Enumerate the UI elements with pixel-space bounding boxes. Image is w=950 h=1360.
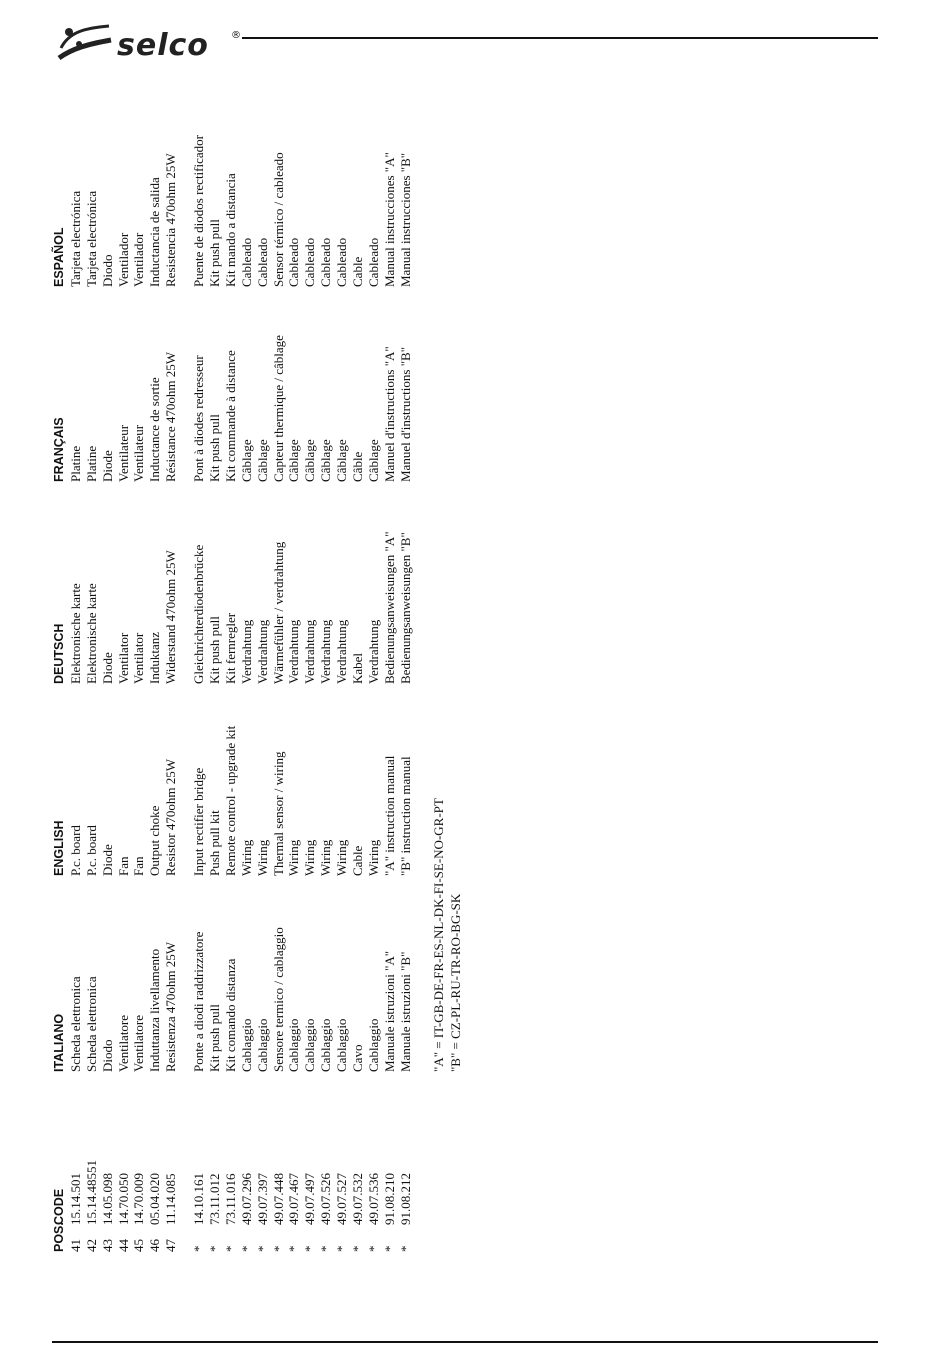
fr-cell: Manuel d'instructions "B" bbox=[397, 346, 413, 482]
code-column bbox=[52, 1160, 414, 1225]
francais-header: FRANÇAIS bbox=[52, 417, 66, 482]
fr-cell: Inductance de sortie bbox=[147, 377, 163, 482]
pos-cell: * bbox=[350, 1245, 366, 1252]
italiano-column bbox=[52, 927, 414, 1072]
note-b: "B" = CZ-PL-RU-TR-RO-BG-SK bbox=[448, 893, 463, 1072]
parts-table bbox=[52, 52, 472, 1252]
francais-column bbox=[52, 335, 414, 482]
es-cell: Kit mando a distancia bbox=[222, 173, 238, 287]
fr-cell: Câble bbox=[350, 451, 366, 482]
de-cell: Gleichrichterdiodenbrücke bbox=[191, 544, 207, 684]
it-cell: Ventilatore bbox=[115, 1014, 131, 1072]
en-cell: P.c. board bbox=[67, 825, 83, 876]
en-cell: Wiring bbox=[238, 839, 254, 876]
de-cell: Verdrahtung bbox=[238, 619, 254, 684]
code-header: CODE bbox=[52, 1188, 66, 1225]
it-cell: Cavo bbox=[350, 1044, 366, 1072]
en-cell: Output choke bbox=[147, 805, 163, 876]
fr-cell: Manuel d'instructions "A" bbox=[381, 346, 397, 482]
es-cell: Cableado bbox=[286, 237, 302, 287]
es-cell: Cableado bbox=[254, 237, 270, 287]
group-spacer bbox=[179, 135, 191, 287]
fr-cell: Platine bbox=[83, 445, 99, 482]
it-cell: Scheda elettronica bbox=[83, 976, 99, 1072]
pos-cell: 45 bbox=[131, 1239, 147, 1252]
en-cell: Push pull kit bbox=[207, 810, 223, 876]
code-cell: 05.04.020 bbox=[147, 1173, 163, 1225]
en-cell: Cable bbox=[350, 845, 366, 876]
it-cell: Cablaggio bbox=[365, 1018, 381, 1072]
es-cell: Cable bbox=[350, 256, 366, 287]
es-cell: Ventilador bbox=[115, 232, 131, 287]
code-cell: 15.14.501 bbox=[67, 1173, 83, 1225]
code-cell: 73.11.016 bbox=[222, 1173, 238, 1225]
code-cell: 49.07.536 bbox=[365, 1173, 381, 1225]
fr-cell: Platine bbox=[67, 445, 83, 482]
en-cell: Wiring bbox=[254, 839, 270, 876]
fr-cell: Câblage bbox=[318, 439, 334, 482]
note-a: "A" = IT-GB-DE-FR-ES-NL-DK-FI-SE-NO-GR-PT bbox=[431, 798, 446, 1072]
code-cell: 14.05.098 bbox=[99, 1173, 115, 1225]
fr-cell: Diode bbox=[99, 450, 115, 482]
fr-cell: Kit push pull bbox=[207, 414, 223, 482]
de-cell: Verdrahtung bbox=[302, 619, 318, 684]
es-cell: Cableado bbox=[318, 237, 334, 287]
pos-cell: * bbox=[286, 1245, 302, 1252]
fr-cell: Câblage bbox=[302, 439, 318, 482]
es-cell: Manual instrucciones "A" bbox=[381, 152, 397, 287]
pos-cell: * bbox=[270, 1245, 286, 1252]
fr-cell: Résistance 470ohm 25W bbox=[163, 352, 179, 482]
code-cell: 73.11.012 bbox=[207, 1173, 223, 1225]
fr-cell: Pont à diodes redresseur bbox=[191, 355, 207, 482]
en-cell: Diode bbox=[99, 844, 115, 876]
group-spacer bbox=[179, 1160, 191, 1225]
it-cell: Cablaggio bbox=[286, 1018, 302, 1072]
group-spacer bbox=[179, 531, 191, 684]
fr-cell: Capteur thermique / câblage bbox=[270, 335, 286, 482]
footer-rule bbox=[52, 1341, 878, 1343]
es-cell: Tarjeta electrónica bbox=[83, 190, 99, 287]
de-cell: Widerstand 470ohm 25W bbox=[163, 550, 179, 684]
it-cell: Diodo bbox=[99, 1039, 115, 1072]
en-cell: Wiring bbox=[318, 839, 334, 876]
pos-cell: 41 bbox=[67, 1239, 83, 1252]
fr-cell: Câblage bbox=[365, 439, 381, 482]
en-cell: Input rectifier bridge bbox=[191, 767, 207, 876]
code-cell: 49.07.467 bbox=[286, 1173, 302, 1225]
pos-cell: * bbox=[222, 1245, 238, 1252]
de-cell: Verdrahtung bbox=[286, 619, 302, 684]
en-cell: Thermal sensor / wiring bbox=[270, 751, 286, 876]
fr-cell: Câblage bbox=[286, 439, 302, 482]
it-cell: Manuale istruzioni "B" bbox=[397, 951, 413, 1072]
pos-cell: * bbox=[365, 1245, 381, 1252]
pos-cell: * bbox=[397, 1245, 413, 1252]
fr-cell: Ventilateur bbox=[115, 424, 131, 482]
english-header: ENGLISH bbox=[52, 820, 66, 876]
group-spacer bbox=[179, 726, 191, 876]
pos-cell: * bbox=[207, 1245, 223, 1252]
it-cell: Scheda elettronica bbox=[67, 976, 83, 1072]
de-cell: Ventilator bbox=[115, 632, 131, 684]
en-cell: P.c. board bbox=[83, 825, 99, 876]
de-cell: Elektronische karte bbox=[67, 583, 83, 684]
it-cell: Cablaggio bbox=[334, 1018, 350, 1072]
registered-mark: ® bbox=[231, 30, 241, 41]
pos-cell: 44 bbox=[115, 1239, 131, 1252]
de-cell: Induktanz bbox=[147, 632, 163, 684]
pos-cell: * bbox=[238, 1245, 254, 1252]
es-cell: Inductancia de salida bbox=[147, 177, 163, 287]
es-cell: Cableado bbox=[334, 237, 350, 287]
de-cell: Bedienungsanweisungen "B" bbox=[397, 532, 413, 684]
it-cell: Kit push pull bbox=[207, 1004, 223, 1072]
code-cell: 91.08.212 bbox=[397, 1173, 413, 1225]
code-cell: 49.07.397 bbox=[254, 1173, 270, 1225]
de-cell: Verdrahtung bbox=[254, 619, 270, 684]
pos-cell: * bbox=[318, 1245, 334, 1252]
it-cell: Induttanza livellamento bbox=[147, 948, 163, 1072]
es-cell: Puente de diodos rectificador bbox=[191, 135, 207, 287]
deutsch-column bbox=[52, 531, 414, 684]
en-cell: "A" instruction manual bbox=[381, 755, 397, 876]
it-cell: Ventilatore bbox=[131, 1014, 147, 1072]
fr-cell: Câblage bbox=[334, 439, 350, 482]
code-cell: 49.07.532 bbox=[350, 1173, 366, 1225]
de-cell: Kit fernregler bbox=[222, 612, 238, 684]
code-cell: 49.07.526 bbox=[318, 1173, 334, 1225]
pos-cell: 42 bbox=[83, 1239, 99, 1252]
code-cell: 49.07.296 bbox=[238, 1173, 254, 1225]
en-cell: Remote control - upgrade kit bbox=[222, 725, 238, 876]
de-cell: Kit push pull bbox=[207, 616, 223, 684]
fr-cell: Ventilateur bbox=[131, 424, 147, 482]
brand-name: selco bbox=[117, 28, 209, 63]
en-cell: Fan bbox=[115, 856, 131, 876]
pos-header: POS. bbox=[52, 1222, 66, 1252]
code-cell: 49.07.448 bbox=[270, 1173, 286, 1225]
es-cell: Resistencia 470ohm 25W bbox=[163, 153, 179, 287]
fr-cell: Câblage bbox=[254, 439, 270, 482]
pos-cell: 46 bbox=[147, 1239, 163, 1252]
de-cell: Wärmefühler / verdrahtung bbox=[270, 541, 286, 684]
language-notes bbox=[430, 798, 464, 1072]
de-cell: Verdrahtung bbox=[365, 619, 381, 684]
fr-cell: Kit commande à distance bbox=[222, 350, 238, 482]
it-cell: Cablaggio bbox=[254, 1018, 270, 1072]
it-cell: Cablaggio bbox=[302, 1018, 318, 1072]
code-cell: 14.70.009 bbox=[131, 1173, 147, 1225]
code-cell: 91.08.210 bbox=[381, 1173, 397, 1225]
english-column bbox=[52, 726, 414, 876]
de-cell: Bedienungsanweisungen "A" bbox=[381, 531, 397, 684]
en-cell: Wiring bbox=[302, 839, 318, 876]
code-cell: 14.70.050 bbox=[115, 1173, 131, 1225]
italiano-header: ITALIANO bbox=[52, 1013, 66, 1072]
es-cell: Cableado bbox=[238, 237, 254, 287]
es-cell: Sensor térmico / cableado bbox=[270, 152, 286, 287]
de-cell: Ventilator bbox=[131, 632, 147, 684]
group-spacer bbox=[179, 1222, 191, 1252]
pos-cell: 47 bbox=[163, 1239, 179, 1252]
de-cell: Verdrahtung bbox=[318, 619, 334, 684]
de-cell: Elektronische karte bbox=[83, 583, 99, 684]
deutsch-header: DEUTSCH bbox=[52, 623, 66, 684]
code-cell: 49.07.527 bbox=[334, 1173, 350, 1225]
it-cell: Kit comando distanza bbox=[222, 958, 238, 1072]
pos-cell: * bbox=[334, 1245, 350, 1252]
en-cell: Wiring bbox=[365, 839, 381, 876]
en-cell: Wiring bbox=[334, 839, 350, 876]
es-cell: Ventilador bbox=[131, 232, 147, 287]
pos-cell: * bbox=[381, 1245, 397, 1252]
de-cell: Kabel bbox=[350, 652, 366, 684]
group-spacer bbox=[179, 927, 191, 1072]
espanol-header: ESPAÑOL bbox=[52, 227, 66, 287]
es-cell: Manual instrucciones "B" bbox=[397, 152, 413, 287]
it-cell: Resistenza 470ohm 25W bbox=[163, 942, 179, 1072]
code-cell: 15.14.48551 bbox=[83, 1160, 99, 1225]
it-cell: Manuale istruzioni "A" bbox=[381, 950, 397, 1072]
es-cell: Diodo bbox=[99, 254, 115, 287]
espanol-column bbox=[52, 135, 414, 287]
pos-column bbox=[52, 1222, 414, 1252]
es-cell: Kit push pull bbox=[207, 219, 223, 287]
it-cell: Cablaggio bbox=[318, 1018, 334, 1072]
es-cell: Tarjeta electrónica bbox=[67, 190, 83, 287]
es-cell: Cableado bbox=[365, 237, 381, 287]
en-cell: Wiring bbox=[286, 839, 302, 876]
it-cell: Ponte a diodi raddrizzatore bbox=[191, 931, 207, 1072]
code-cell: 11.14.085 bbox=[163, 1173, 179, 1225]
de-cell: Verdrahtung bbox=[334, 619, 350, 684]
it-cell: Sensore termico / cablaggio bbox=[270, 927, 286, 1072]
en-cell: "B" instruction manual bbox=[397, 756, 413, 876]
de-cell: Diode bbox=[99, 652, 115, 684]
it-cell: Cablaggio bbox=[238, 1018, 254, 1072]
pos-cell: * bbox=[191, 1245, 207, 1252]
header-rule bbox=[242, 37, 878, 39]
code-cell: 49.07.497 bbox=[302, 1173, 318, 1225]
es-cell: Cableado bbox=[302, 237, 318, 287]
en-cell: Fan bbox=[131, 856, 147, 876]
en-cell: Resistor 470ohm 25W bbox=[163, 759, 179, 876]
group-spacer bbox=[179, 335, 191, 482]
pos-cell: 43 bbox=[99, 1239, 115, 1252]
pos-cell: * bbox=[302, 1245, 318, 1252]
code-cell: 14.10.161 bbox=[191, 1173, 207, 1225]
pos-cell: * bbox=[254, 1245, 270, 1252]
fr-cell: Câblage bbox=[238, 439, 254, 482]
